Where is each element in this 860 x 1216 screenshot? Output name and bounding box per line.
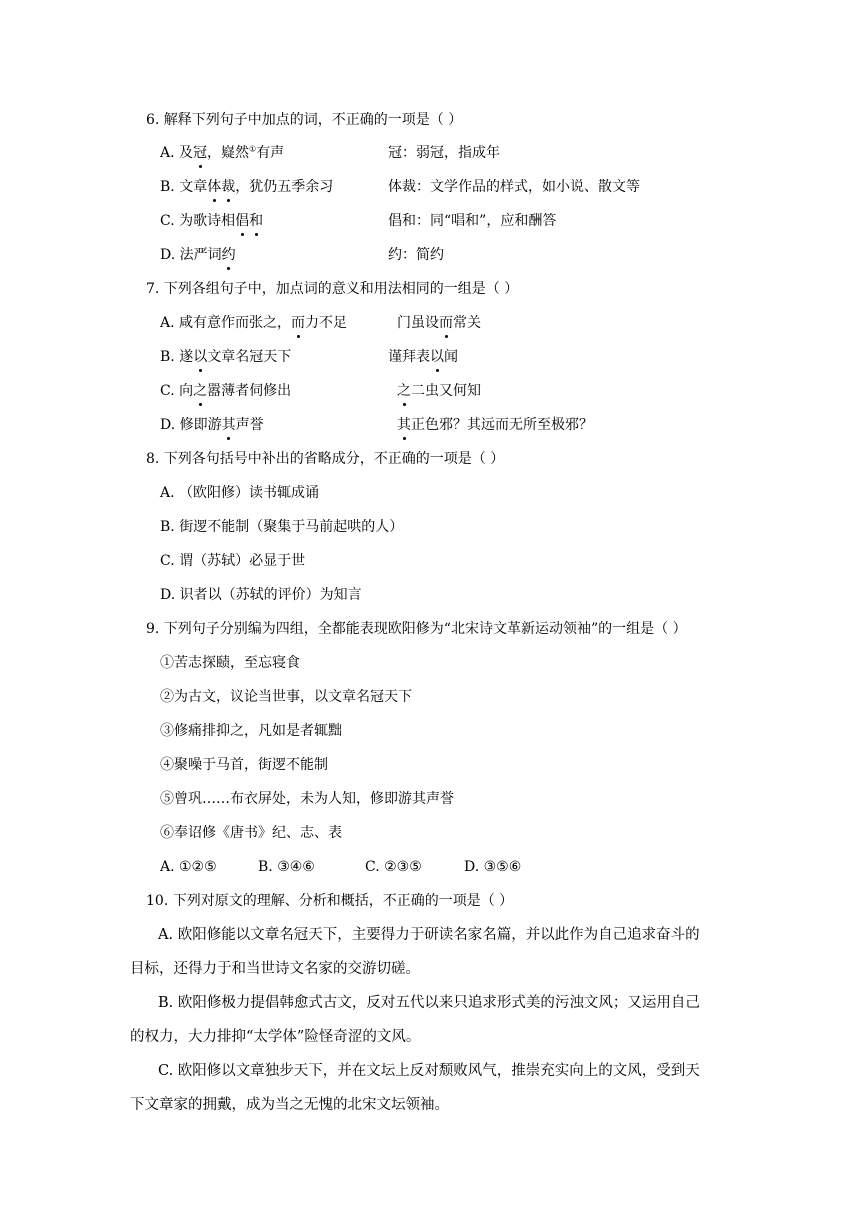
q6-option-d: D. 法严词约 bbox=[160, 247, 236, 263]
emphasis-dot-char: 约 bbox=[221, 247, 236, 263]
emphasis-dot-char: 其 bbox=[397, 417, 411, 433]
q8-option-c: C. 谓（苏轼）必显于世 bbox=[160, 553, 306, 569]
q9-item: ④聚噪于马首，街逻不能制 bbox=[160, 757, 328, 773]
q9-stem: 9. 下列句子分别编为四组，全都能表现欧阳修为“北宋诗文革新运动领袖”的一组是（ ） bbox=[146, 621, 687, 637]
q7-option-c: C. 向之嚣薄者伺修出 bbox=[160, 383, 292, 399]
q10-option-a-line2: 目标，还得力于和当世诗文名家的交游切磋。 bbox=[130, 961, 420, 977]
q7-option-a: A. 咸有意作而张之，而力不足 bbox=[160, 315, 348, 331]
q9-item: ⑥奉诏修《唐书》纪、志、表 bbox=[160, 825, 342, 841]
q9-option-b: B. ③④⑥ bbox=[258, 859, 315, 875]
q9-option-a: A. ①②⑤ bbox=[160, 859, 217, 875]
emphasis-dot-char: 冠 bbox=[193, 145, 208, 161]
q9-option-d: D. ③⑤⑥ bbox=[464, 859, 522, 875]
q8-stem: 8. 下列各句括号中补出的省略成分，不正确的一项是（ ） bbox=[146, 451, 505, 467]
q6-option-a: A. 及冠，嶷然①有声 bbox=[160, 144, 285, 161]
q7-stem: 7. 下列各组句子中，加点词的意义和用法相同的一组是（ ） bbox=[146, 281, 519, 297]
q8-option-d: D. 识者以（苏轼的评价）为知言 bbox=[160, 587, 362, 603]
q9-item: ①苦志探赜，至忘寝食 bbox=[160, 655, 300, 671]
emphasis-dot-char: 裁 bbox=[221, 179, 236, 195]
emphasis-dot-char: 倡 bbox=[235, 213, 250, 229]
q6-option-c-definition: 倡和：同“唱和”，应和酬答 bbox=[388, 213, 557, 229]
emphasis-dot-char: 而 bbox=[439, 315, 453, 331]
q6-option-b: B. 文章体裁，犹仍五季余习 bbox=[160, 179, 334, 195]
emphasis-dot-char: 以 bbox=[430, 349, 444, 365]
q7-option-d-pair: 其正色邪？其远而无所至极邪？ bbox=[397, 417, 593, 433]
q6-option-c: C. 为歌诗相倡和 bbox=[160, 213, 264, 229]
q6-option-b-definition: 体裁：文学作品的样式，如小说、散文等 bbox=[388, 179, 640, 195]
q9-item: ③修痛排抑之，凡如是者辄黜 bbox=[160, 723, 342, 739]
q6-stem: 6. 解释下列句子中加点的词，不正确的一项是（ ） bbox=[146, 112, 463, 128]
emphasis-dot-char: 之 bbox=[193, 383, 208, 399]
footnote-marker: ① bbox=[249, 144, 257, 154]
q6-option-a-definition: 冠：弱冠，指成年 bbox=[388, 145, 500, 161]
emphasis-dot-char: 以 bbox=[193, 349, 208, 365]
q9-option-c: C. ②③⑤ bbox=[365, 859, 422, 875]
q10-option-c-line1: C. 欧阳修以文章独步天下，并在文坛上反对颓败风气，推崇充实向上的文风，受到天 bbox=[158, 1063, 700, 1079]
emphasis-dot-char: 体 bbox=[207, 179, 222, 195]
q6-option-d-definition: 约：简约 bbox=[388, 247, 444, 263]
q7-option-a-pair: 门虽设而常关 bbox=[397, 315, 481, 331]
q9-item: ⑤曾巩……布衣屏处，未为人知，修即游其声誉 bbox=[160, 791, 454, 807]
q8-option-a: A. （欧阳修）读书辄成诵 bbox=[160, 485, 320, 501]
emphasis-dot-char: 和 bbox=[249, 213, 264, 229]
q10-option-c-line2: 下文章家的拥戴，成为当之无愧的北宋文坛领袖。 bbox=[130, 1097, 449, 1113]
emphasis-dot-char: 其 bbox=[221, 417, 236, 433]
q8-option-b: B. 街逻不能制（聚集于马前起哄的人） bbox=[160, 519, 404, 535]
emphasis-dot-char: 之 bbox=[397, 383, 411, 399]
q7-option-c-pair: 之二虫又何知 bbox=[397, 383, 481, 399]
q10-option-b-line1: B. 欧阳修极力提倡韩愈式古文，反对五代以来只追求形式美的污浊文风；又运用自己 bbox=[158, 995, 700, 1011]
q7-option-b: B. 遂以文章名冠天下 bbox=[160, 349, 292, 365]
q7-option-b-pair: 谨拜表以闻 bbox=[388, 349, 458, 365]
q10-option-a-line1: A. 欧阳修能以文章名冠天下，主要得力于研读名家名篇，并以此作为自己追求奋斗的 bbox=[158, 927, 700, 943]
q10-stem: 10. 下列对原文的理解、分析和概括，不正确的一项是（ ） bbox=[146, 893, 514, 909]
q10-option-b-line2: 的权力，大力排抑“太学体”险怪奇涩的文风。 bbox=[130, 1029, 421, 1045]
q7-option-d: D. 修即游其声誉 bbox=[160, 417, 264, 433]
emphasis-dot-char: 而 bbox=[291, 315, 306, 331]
q9-item: ②为古文，议论当世事，以文章名冠天下 bbox=[160, 689, 412, 705]
